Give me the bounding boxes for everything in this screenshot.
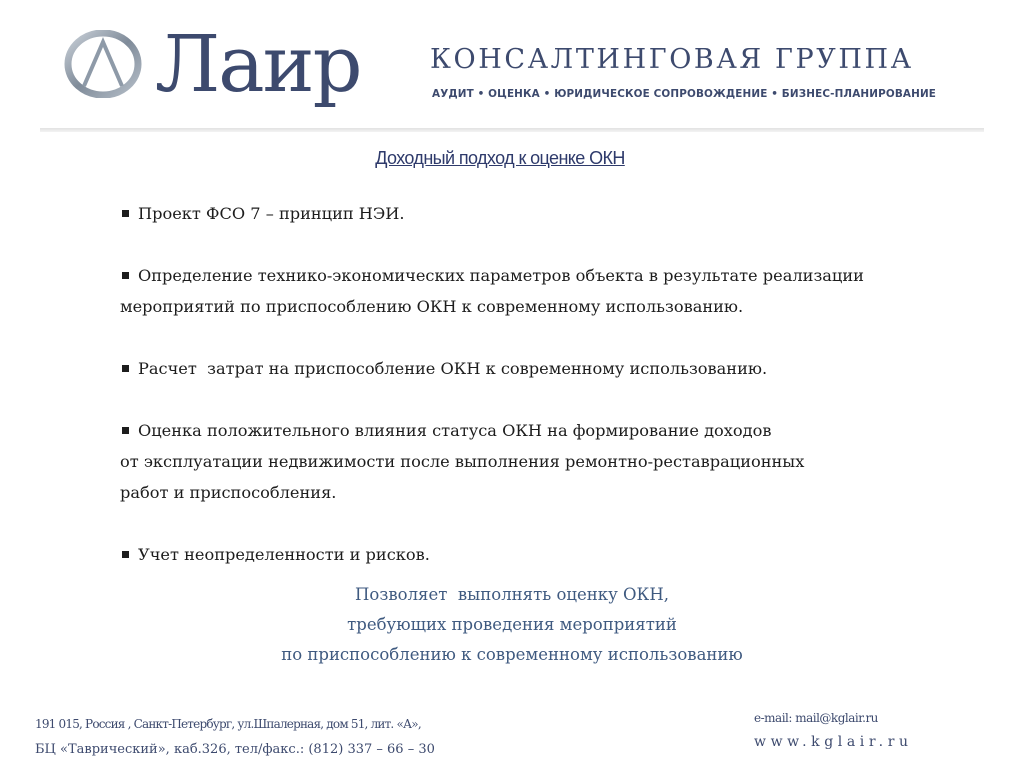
square-bullet-icon — [122, 365, 129, 372]
bullet-text: Проект ФСО 7 – принцип НЭИ. — [138, 204, 405, 223]
footer-address — [35, 712, 435, 762]
email-link[interactable]: e-mail: mail@kglair.ru — [754, 711, 878, 725]
header-divider — [40, 128, 984, 132]
company-name: КОНСАЛТИНГОВАЯ ГРУППА — [430, 44, 914, 75]
bullet-text: Оценка положительного влияния статуса ОКН на формирование доходов — [138, 421, 772, 440]
website-link[interactable]: www.kglair.ru — [754, 734, 913, 750]
bullet-item — [120, 198, 940, 229]
conclusion-text — [0, 580, 1024, 670]
square-bullet-icon — [122, 272, 129, 279]
bullet-item — [120, 260, 940, 322]
footer-contacts — [754, 706, 913, 754]
slide-title: Доходный подход к оценке ОКН — [375, 148, 625, 168]
bullet-text: Определение технико-экономических параметров объекта в результате реализации — [138, 266, 864, 285]
bullet-text-continued: работ и приспособления. — [120, 483, 337, 502]
conclusion-line: требующих проведения мероприятий — [347, 615, 677, 634]
bullet-item — [120, 539, 940, 570]
slide-header — [0, 0, 1024, 134]
company-services: АУДИТ • ОЦЕНКА • ЮРИДИЧЕСКОЕ СОПРОВОЖДЕНИЕ • БИЗНЕС-ПЛАНИРОВАНИЕ — [432, 88, 937, 100]
square-bullet-icon — [122, 427, 129, 434]
bullet-item — [120, 353, 940, 384]
bullet-item — [120, 415, 940, 508]
conclusion-line: по приспособлению к современному использованию — [281, 645, 743, 664]
address-phone-line: БЦ «Таврический», каб.326, тел/факс.: (812) 337 – 66 – 30 — [35, 742, 435, 757]
bullet-text-continued: мероприятий по приспособлению ОКН к современному использованию. — [120, 297, 744, 316]
square-bullet-icon — [122, 210, 129, 217]
bullet-text: Учет неопределенности и рисков. — [138, 545, 430, 564]
lair-logo-icon — [64, 30, 142, 98]
bullet-text-continued: от эксплуатации недвижимости после выполнения ремонтно-реставрационных — [120, 452, 805, 471]
address-line: 191 015, Россия , Санкт-Петербург, ул.Шпалерная, дом 51, лит. «А», — [35, 717, 421, 731]
bullet-list — [120, 198, 940, 570]
square-bullet-icon — [122, 551, 129, 558]
bullet-text: Расчет затрат на приспособление ОКН к современному использованию. — [138, 359, 768, 378]
conclusion-line: Позволяет выполнять оценку ОКН, — [355, 585, 669, 604]
logo-wordmark: Лаир — [155, 20, 361, 110]
